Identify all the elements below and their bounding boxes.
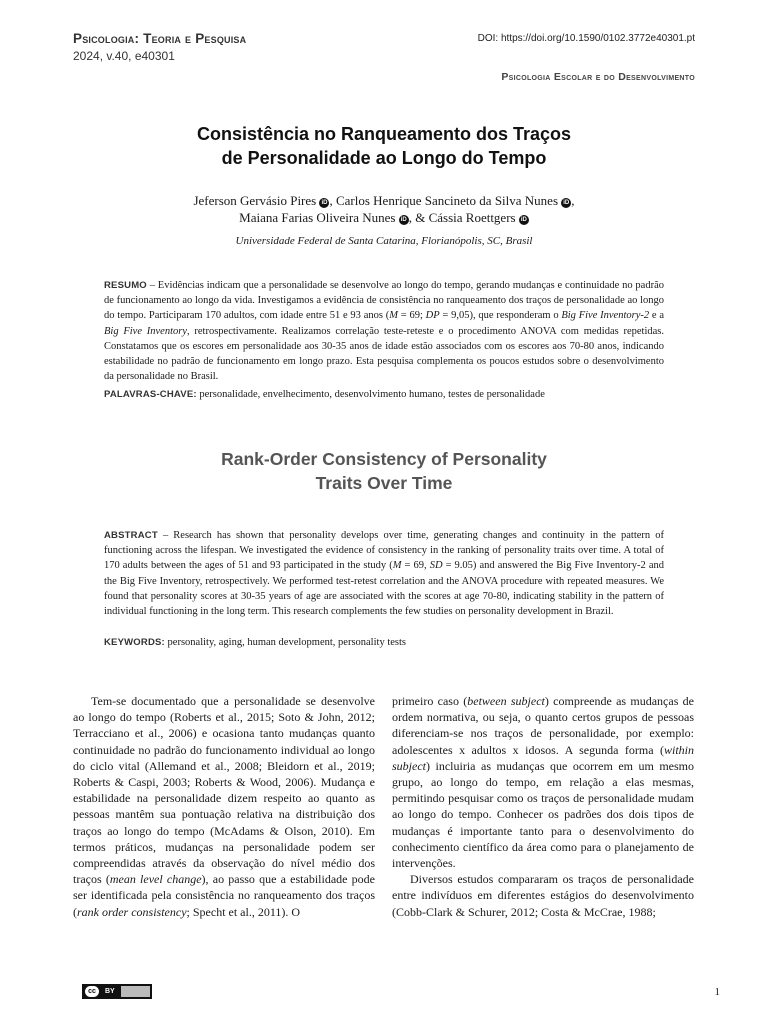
palavras-chave: PALAVRAS-CHAVE: personalidade, envelhecimento, desenvolvimento humano, testes de personalidade [104, 389, 545, 400]
title-line: Consistência no Ranqueamento dos Traços [196, 124, 572, 144]
paragraph: primeiro caso (between subject) compreende as mudanças de ordem normativa, ou seja, o quanto certos grupos de pessoas diferenciam-se nos traços de personalidade, por exemplo: adolescentes x adultos x idosos. A segunda forma (within subject) incluiria as mudanças que ocorrem em um mesmo grupo, ao longo do tempo, em relação a elas mesmas, permitindo pesquisar como os traços de personalidade mudam ao longo do tempo. Conhecer os padrões dos dois tipos de mudanças é importante tanto para o desenvolvimento do conhecimento científico da área como para o planejamento de intervenções. [392, 694, 695, 871]
orcid-icon[interactable]: iD [400, 217, 407, 223]
orcid-icon[interactable]: iD [520, 217, 527, 223]
author-name: Maiana Farias Oliveira Nunes [239, 210, 396, 225]
paragraph: Diversos estudos compararam os traços de personalidade entre indivíduos em diferentes estágios do desenvolvimento (Cobb-Clark & Schurer, 2012; Costa & McCrae, 1988; [392, 872, 694, 919]
journal-volume: 2024, v.40, e40301 [73, 49, 175, 63]
body-column-right [392, 693, 694, 920]
orcid-icon[interactable]: iD [563, 200, 570, 206]
paragraph: Tem-se documentado que a personalidade se desenvolve ao longo do tempo (Roberts et al., 2015; Soto & John, 2012; Terracciano et al., 2006) e ocasiona tanto mudanças quanto continuidade no padrão do funcionamento individual ao longo do ciclo vital (Allemand et al., 2008; Bleidorn et al., 2019; Roberts & Caspi, 2003; Roberts & Wood, 2006). Mudança e estabilidade na personalidade dizem respeito ao quanto as pessoas mantêm sua pontuação relativa na distribuição dos traços ao longo do tempo (McAdams & Olson, 2010). Em termos práticos, mudanças na personalidade podem ser compreendidas através da observação do nível médio dos traços (mean level change), ao passo que a estabilidade pode ser identificada pela consistência no ranqueamento dos traços (rank order consistency; Specht et al., 2011). O [73, 694, 376, 919]
abstract-block: ABSTRACT – Research has shown that personality develops over time, generating changes and continuity in the pattern of functioning across the lifespan. We investigated the evidence of consistency in the ranking of personality traits over time. A total of 170 adults between the ages of 51 and 93 participated in the study (M = 69, SD = 9.05) and answered the Big Five Inventory-2 and the Big Five Inventory, retrospectively. We performed test-retest correlation and the ANOVA procedure with repeated measures. We found that personality scores at 30-35 years of age are associated with the scores at age 70-80, indicating stability in the pattern of individual functioning in the long term. This research complements the few studies on personality development in Brazil. [104, 530, 665, 618]
body-column-left [73, 693, 375, 920]
author-name: Jeferson Gervásio Pires [193, 193, 317, 208]
author-name: Carlos Henrique Sancineto da Silva Nunes [335, 193, 559, 208]
author-list: Jeferson Gervásio Pires iD , Carlos Henrique Sancineto da Silva Nunes iD , Maiana Farias Oliveira Nunes iD , & Cássia Roettgers iD [193, 193, 575, 225]
title-line: de Personalidade ao Longo do Tempo [221, 148, 547, 168]
doi-link[interactable]: DOI: https://doi.org/10.1590/0102.3772e40301.pt [477, 33, 695, 44]
orcid-icon[interactable]: iD [321, 200, 328, 206]
cc-icon: cc [85, 986, 99, 997]
title-line: Traits Over Time [315, 473, 453, 493]
by-label: BY [105, 988, 115, 995]
license-bar [121, 986, 150, 997]
article-title-en [80, 447, 688, 495]
section-name: Psicologia Escolar e do Desenvolvimento [501, 71, 695, 83]
cc-by-license-badge[interactable] [82, 984, 152, 999]
journal-name: Psicologia: Teoria e Pesquisa [73, 31, 247, 46]
title-line: Rank-Order Consistency of Personality [221, 449, 547, 469]
author-name: Cássia Roettgers [428, 210, 516, 225]
page-number: 1 [714, 986, 720, 998]
resumo-label: RESUMO [104, 280, 147, 291]
affiliation: Universidade Federal de Santa Catarina, Florianópolis, SC, Brasil [235, 235, 533, 247]
article-title-pt [80, 122, 688, 170]
keywords: KEYWORDS: personality, aging, human development, personality tests [104, 637, 406, 648]
abstract-label: ABSTRACT [104, 530, 158, 541]
resumo-block: RESUMO – Evidências indicam que a personalidade se desenvolve ao longo do tempo, gerando mudanças e continuidade no padrão de funcionamento ao longo da vida. Investigamos a evidência de consistência no ranqueamento dos traços de personalidade ao longo do tempo. Participaram 170 adultos, com idade entre 51 e 93 anos (M = 69; DP = 9,05), que responderam o Big Five Inventory-2 e a Big Five Inventory, retrospectivamente. Realizamos correlação teste-reteste e o procedimento ANOVA com medidas repetidas. Constatamos que os escores em personalidade aos 30-35 anos de idade estão associados com os escores aos 70-80 anos, indicando estabilidade no padrão de funcionamento em longo prazo. Esta pesquisa complementa os poucos estudos sobre o desenvolvimento da personalidade no Brasil. [104, 280, 665, 383]
